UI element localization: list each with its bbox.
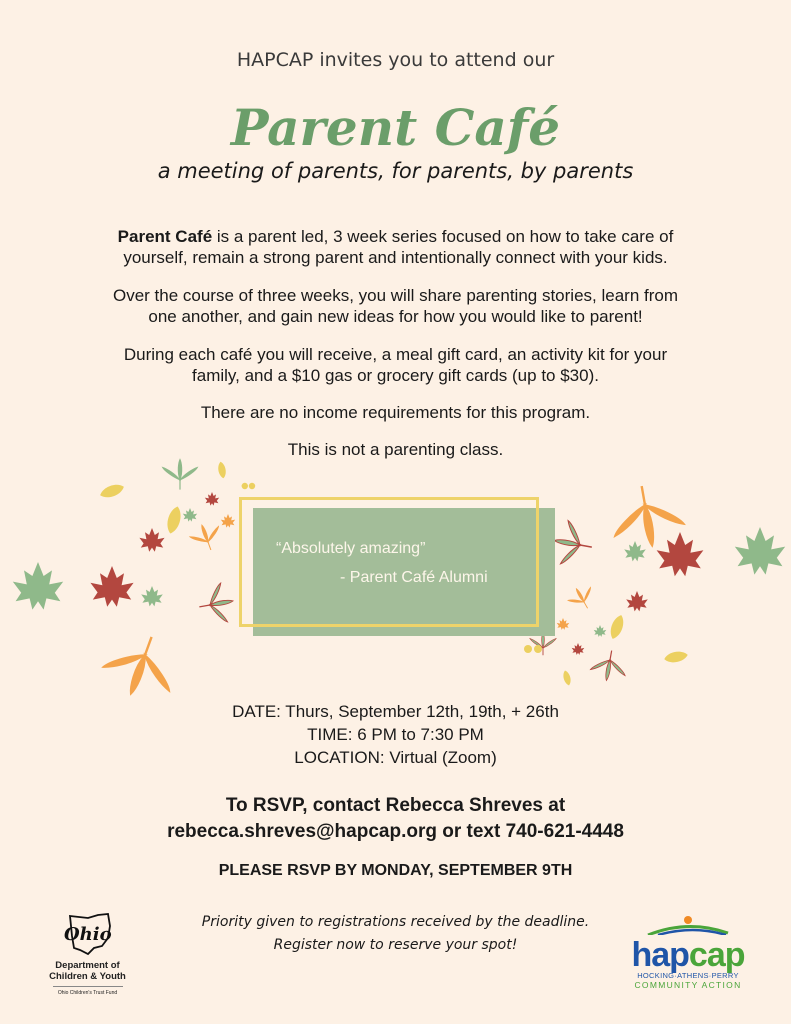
small-green-leaf-icon [624,541,646,561]
orange-trileaf-icon [565,582,599,615]
intro-line2: yourself, remain a strong parent and intentionally connect with your kids. [123,248,668,267]
small-red-leaf-icon [626,591,648,611]
benefits-paragraph [0,344,791,386]
rsvp-or-text: or text [436,821,506,842]
rsvp-email-link[interactable]: rebecca.shreves@hapcap.org [167,821,437,842]
rsvp-deadline: PLEASE RSVP BY MONDAY, SEPTEMBER 9TH [218,862,573,879]
ohio-fund: Ohio Children's Trust Fund [57,990,118,996]
green-trileaf-icon [162,459,197,489]
hapcap-counties: HOCKING·ATHENS·PERRY [637,971,739,980]
green-trileaf-icon [196,581,237,626]
orange-trileaf-icon [607,480,687,552]
orange-trileaf-icon [187,520,225,556]
yellow-leaf-icon [608,613,627,640]
class-note: This is not a parenting class. [287,440,504,459]
course-paragraph [0,285,791,327]
tiny-red-leaf-icon [572,643,585,655]
testimonial-frame [239,497,539,627]
intro-line1: is a parent led, 3 week series focused on how to take care of [212,227,674,246]
tiny-red-leaf-icon [205,492,219,506]
event-time: TIME: 6 PM to 7:30 PM [307,725,484,744]
benefits-line1: During each café you will receive, a meal gift card, an activity kit for your [123,345,668,364]
hapcap-wordmark: hapcap [631,936,745,974]
small-green-leaf-icon [141,586,163,606]
intro-paragraph [0,226,791,268]
red-maple-leaf-icon [90,566,133,607]
green-maple-leaf-icon [13,562,63,610]
tiny-green-leaf-icon [594,625,607,637]
ohio-dept-line2: Children & Youth [49,971,126,982]
hapcap-sun-arc-icon [628,915,748,935]
priority-line1: Priority given to registrations received by the deadline. [201,914,590,930]
benefits-line2: family, and a $10 gas or grocery gift cards (up to $30). [192,366,599,385]
rsvp-contact: To RSVP, contact Rebecca Shreves at [225,795,566,816]
yellow-leaf-icon [217,461,227,479]
event-date: DATE: Thurs, September 12th, 19th, + 26th [232,702,559,721]
ohio-dept-line1: Department of [55,960,120,971]
intro-bold: Parent Café [117,227,213,246]
rsvp-phone-link[interactable]: 740-621-4448 [505,821,624,842]
svg-text:Ohio: Ohio [63,924,112,945]
red-maple-leaf-icon [657,532,704,576]
yellow-bud-icon [242,483,256,489]
green-trileaf-icon [589,647,629,683]
orange-trileaf-icon [98,625,185,706]
ohio-state-outline-icon [58,912,118,956]
course-line1: Over the course of three weeks, you will share parenting stories, learn from [112,286,679,305]
green-trileaf-icon [551,519,596,569]
income-note: There are no income requirements for this program. [200,403,591,422]
tiny-orange-leaf-icon [557,618,570,630]
tiny-orange-leaf-icon [221,514,235,528]
rsvp-details [0,818,791,845]
testimonial-attribution: - Parent Café Alumni [340,569,488,586]
small-red-leaf-icon [139,528,164,552]
hapcap-logo [628,915,748,995]
yellow-leaf-icon [663,650,688,664]
testimonial-quote: “Absolutely amazing” [276,540,426,557]
priority-line2: Register now to reserve your spot! [273,937,518,953]
yellow-leaf-icon [562,670,572,687]
invite-line: HAPCAP invites you to attend our [236,49,555,71]
ohio-divider [53,986,123,987]
page-title: Parent Café [230,98,561,157]
yellow-leaf-icon [98,482,125,501]
hapcap-community-action: COMMUNITY ACTION [634,980,742,990]
tagline: a meeting of parents, for parents, by parents [157,159,634,183]
ohio-dcy-logo [45,912,130,1004]
green-maple-leaf-icon [735,527,785,575]
course-line2: one another, and gain new ideas for how you would like to parent! [148,307,643,326]
yellow-leaf-icon [165,505,184,535]
quote-mark-icon [524,645,542,653]
event-location: LOCATION: Virtual (Zoom) [294,748,497,767]
tiny-green-leaf-icon [183,508,197,522]
